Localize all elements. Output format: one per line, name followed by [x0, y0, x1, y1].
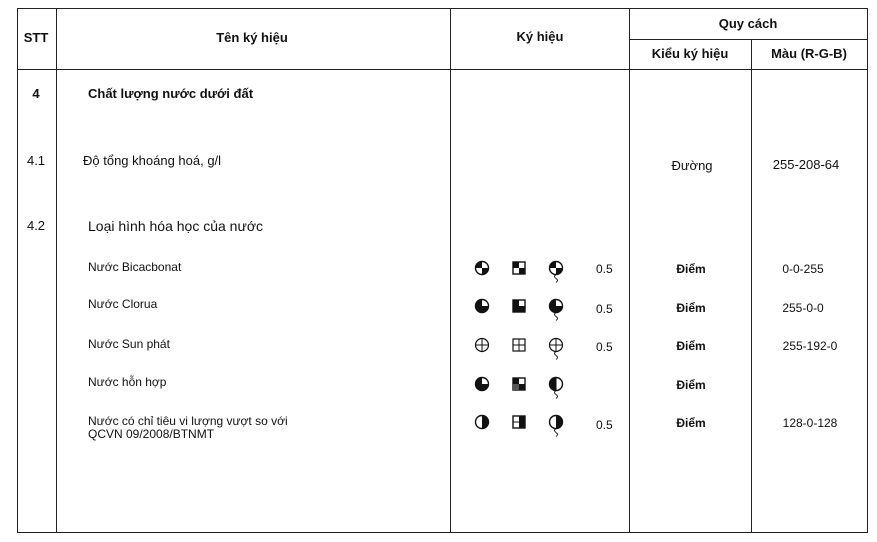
border-spec-split [629, 39, 868, 40]
circle-tail-mixed-icon [547, 375, 565, 403]
border-col-style [751, 39, 752, 532]
circle-tail-cross-icon [547, 336, 565, 364]
row-name: Nước Bicacbonat [88, 260, 182, 274]
square-cross-icon [511, 337, 527, 353]
row-size: 0.5 [596, 418, 613, 432]
circle-half-left-icon [474, 298, 490, 314]
border-right [867, 8, 868, 532]
row-style: Điểm [676, 378, 706, 392]
square-quarter-fill-icon [511, 260, 527, 276]
row-color: 128-0-128 [782, 416, 838, 430]
row-color: 255-192-0 [782, 339, 838, 353]
square-half-right-icon [511, 414, 527, 430]
header-stt: STT [23, 30, 49, 45]
circle-tail-quarter-icon [547, 259, 565, 287]
row-color: 255-0-0 [782, 301, 824, 315]
circle-half-right-icon [474, 414, 490, 430]
header-color: Màu (R-G-B) [771, 46, 847, 61]
row-name: Nước hỗn hợp [88, 375, 167, 389]
border-col-symbol [629, 8, 630, 532]
border-col-stt [56, 8, 57, 532]
row-name: Nước Clorua [88, 297, 158, 311]
row-style: Đường [671, 158, 713, 173]
row-style: Điểm [676, 301, 706, 315]
row-style: Điểm [676, 339, 706, 353]
header-spec: Quy cách [718, 16, 778, 31]
circle-mixed-icon [474, 376, 490, 392]
circle-tail-half-icon [547, 297, 565, 325]
border-bottom [17, 532, 868, 533]
row-name: Nước có chỉ tiêu vi lượng vượt so với QCVN 09/2008/BTNMT [88, 414, 288, 441]
row-style: Điểm [676, 262, 706, 276]
row-stt: 4.2 [26, 218, 46, 233]
row-name: Chất lượng nước dưới đất [88, 86, 254, 101]
header-symbol: Ký hiệu [516, 29, 564, 44]
circle-cross-icon [474, 337, 490, 353]
row-size: 0.5 [596, 340, 613, 354]
row-name: Loại hình hóa học của nước [88, 218, 264, 234]
square-half-icon [511, 298, 527, 314]
row-stt: 4 [32, 86, 40, 101]
border-left [17, 8, 18, 532]
header-name: Tên ký hiệu [216, 30, 288, 45]
row-name: Độ tổng khoáng hoá, g/l [83, 153, 222, 168]
circle-tail-half-right-icon [547, 413, 565, 441]
row-stt: 4.1 [26, 153, 46, 168]
border-top [17, 8, 868, 9]
row-name: Nước Sun phát [88, 337, 170, 351]
row-color: 0-0-255 [782, 262, 824, 276]
row-size: 0.5 [596, 302, 613, 316]
row-style: Điểm [676, 416, 706, 430]
square-mixed-icon [511, 376, 527, 392]
border-col-name [450, 8, 451, 532]
header-style: Kiểu ký hiệu [651, 46, 729, 61]
circle-quarter-ne-sw-icon [474, 260, 490, 276]
row-size: 0.5 [596, 262, 613, 276]
row-color: 255-208-64 [772, 157, 840, 172]
border-header-bottom [17, 69, 868, 70]
